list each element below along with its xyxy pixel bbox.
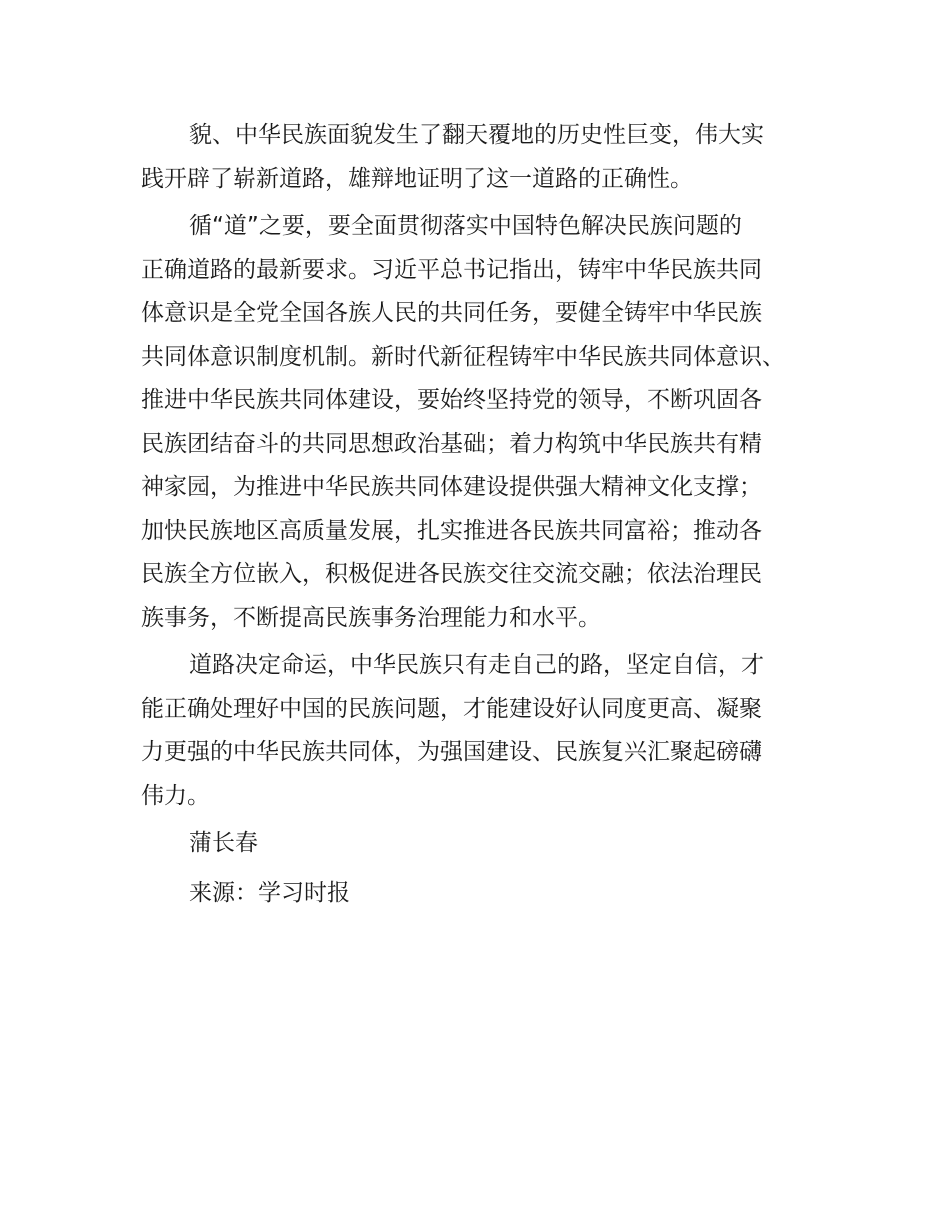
paragraph-line: 族事务，不断提高民族事务治理能力和水平。 (141, 604, 601, 631)
paragraph-line: 共同体意识制度机制。新时代新征程铸牢中华民族共同体意识、 (141, 343, 785, 370)
source-line: 来源：学习时报 (189, 880, 350, 906)
paragraph-line: 践开辟了崭新道路，雄辩地证明了这一道路的正确性。 (141, 165, 693, 192)
paragraph-line: 力更强的中华民族共同体，为强国建设、民族复兴汇聚起磅礴 (141, 739, 762, 765)
paragraph-line: 伟力。 (141, 782, 210, 809)
paragraph-line: 貌、中华民族面貌发生了翻天覆地的历史性巨变，伟大实 (189, 122, 764, 148)
paragraph-2 (141, 205, 821, 640)
paragraph-3 (141, 644, 821, 818)
paragraph-line: 神家园，为推进中华民族共同体建设提供强大精神文化支撑； (141, 474, 762, 500)
paragraph-line: 道路决定命运，中华民族只有走自己的路，坚定自信，才 (189, 652, 764, 678)
paragraph-line: 民族全方位嵌入，积极促进各民族交往交流交融；依法治理民 (141, 561, 762, 587)
paragraph-line: 民族团结奋斗的共同思想政治基础；着力构筑中华民族共有精 (141, 430, 762, 457)
author-name: 蒲长春 (189, 830, 258, 856)
paragraph-line: 正确道路的最新要求。习近平总书记指出，铸牢中华民族共同 (141, 256, 762, 283)
paragraph-line: 循“道”之要，要全面贯彻落实中国特色解决民族问题的 (189, 213, 742, 239)
paragraph-line: 加快民族地区高质量发展，扎实推进各民族共同富裕；推动各 (141, 517, 762, 544)
paragraph-line: 体意识是全党全国各族人民的共同任务，要健全铸牢中华民族 (141, 300, 762, 326)
paragraph-line: 能正确处理好中国的民族问题，才能建设好认同度更高、凝聚 (141, 695, 762, 722)
paragraph-line: 推进中华民族共同体建设，要始终坚持党的领导，不断巩固各 (141, 387, 762, 413)
document-page (141, 114, 821, 922)
paragraph-1 (141, 114, 821, 201)
